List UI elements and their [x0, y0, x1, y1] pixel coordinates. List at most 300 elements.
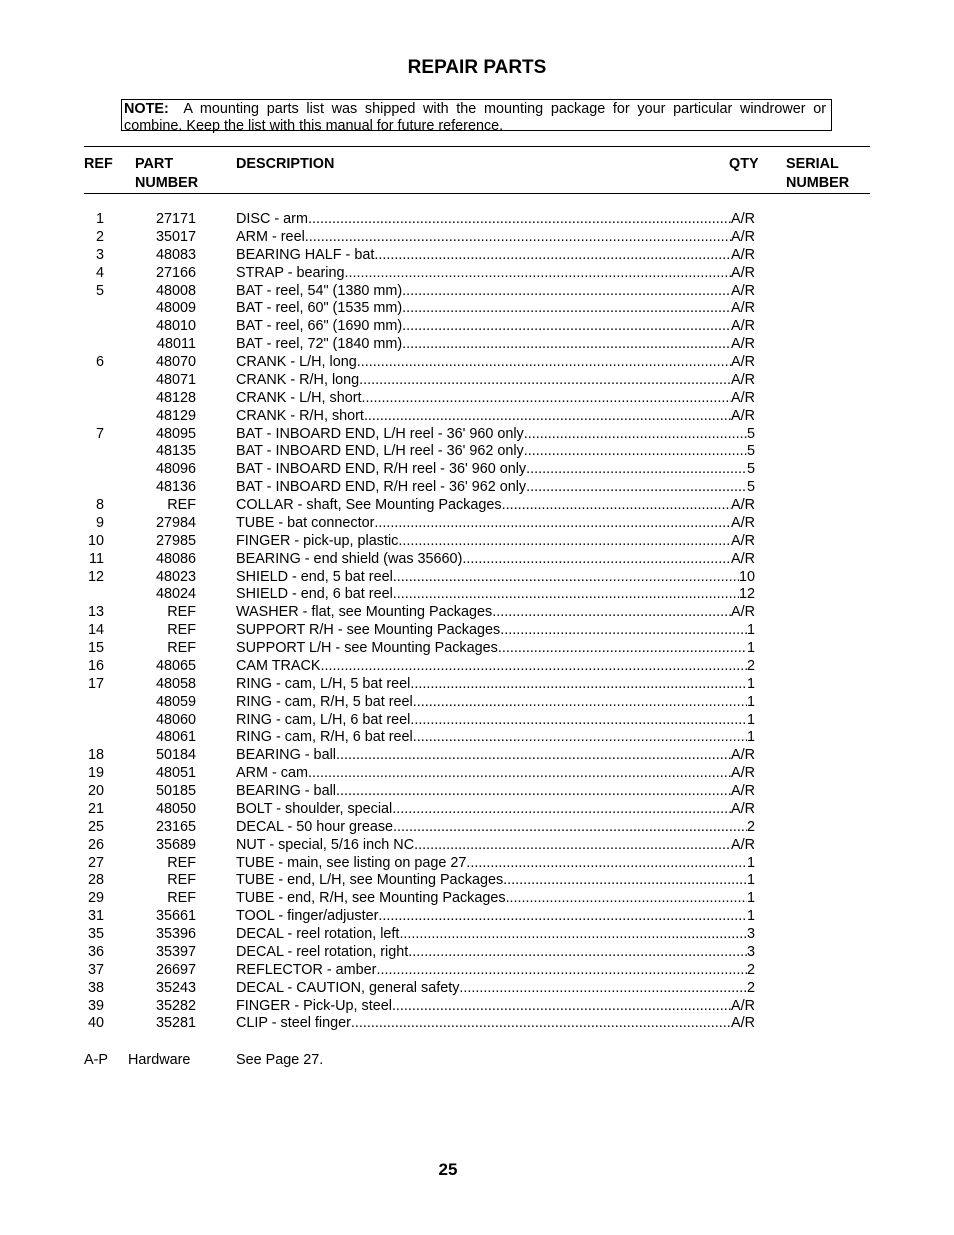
row-description-text: WASHER - flat, see Mounting Packages [236, 604, 493, 621]
row-qty: 5 [746, 479, 755, 496]
row-description-text: BAT - reel, 72" (1840 mm) [236, 336, 403, 353]
row-ref: 14 [87, 622, 104, 639]
row-qty: 1 [746, 854, 755, 871]
row-description [236, 640, 755, 658]
row-ref: 35 [87, 926, 104, 942]
row-part-number: 35281 [155, 1015, 196, 1032]
row-ref: 11 [89, 550, 104, 567]
row-part-number: 35243 [155, 979, 196, 996]
table-row [0, 211, 954, 229]
leader-dots [359, 372, 731, 390]
row-description-text: TUBE - end, R/H, see Mounting Packages [236, 890, 506, 907]
row-description-text: FINGER - Pick-Up, steel [236, 997, 392, 1014]
col-header-part [135, 155, 198, 193]
leader-dots [392, 801, 731, 819]
row-description [236, 283, 755, 301]
table-row [0, 908, 954, 926]
leader-dots [345, 265, 731, 283]
row-qty: 1 [746, 729, 755, 746]
row-description-text: BEARING - end shield (was 35660) [236, 550, 463, 567]
table-row [0, 998, 954, 1016]
leader-dots [408, 944, 747, 962]
row-part-number: REF [167, 622, 196, 639]
leader-dots [524, 443, 747, 461]
row-qty: 2 [746, 657, 755, 674]
row-part-number: 48061 [155, 729, 196, 746]
row-description [236, 426, 755, 444]
table-row [0, 962, 954, 980]
table-row [0, 372, 954, 390]
table-row [0, 426, 954, 444]
table-row [0, 408, 954, 426]
row-part-number: 48136 [155, 479, 196, 496]
col-header-serial [786, 155, 849, 193]
table-row [0, 300, 954, 318]
col-header-serial-line1: SERIAL [786, 156, 839, 172]
row-part-number: REF [167, 640, 196, 656]
row-qty: A/R [731, 765, 755, 782]
row-ref: 2 [95, 228, 104, 245]
row-qty: A/R [731, 604, 755, 621]
row-part-number: 48071 [155, 371, 196, 388]
table-row [0, 783, 954, 801]
table-row [0, 926, 954, 944]
table-row [0, 479, 954, 497]
row-qty: A/R [731, 497, 755, 513]
row-part-number: 50185 [155, 783, 196, 799]
row-qty: 2 [746, 979, 755, 996]
row-ref: 16 [87, 657, 104, 674]
table-row [0, 765, 954, 783]
row-qty: A/R [731, 354, 755, 370]
row-part-number: 48135 [155, 443, 196, 460]
row-description-text: CRANK - R/H, long [236, 371, 360, 388]
row-ref: 26 [87, 836, 104, 853]
row-description-text: NUT - special, 5/16 inch NC [236, 836, 415, 853]
row-description-text: BEARING - ball [236, 783, 336, 799]
row-ref: 7 [95, 425, 104, 442]
row-qty: 12 [738, 586, 755, 603]
leader-dots [526, 461, 747, 479]
leader-dots [503, 872, 747, 890]
row-qty: 2 [746, 818, 755, 835]
row-ref: 29 [87, 890, 104, 907]
row-description [236, 229, 755, 247]
header-top-rule [84, 146, 870, 147]
row-part-number: 48058 [155, 675, 196, 692]
row-ref: 27 [87, 854, 104, 871]
row-qty: A/R [731, 211, 755, 227]
row-qty: 1 [746, 908, 755, 925]
table-row [0, 265, 954, 283]
row-description [236, 980, 755, 998]
row-description [236, 497, 755, 515]
col-header-serial-line2: NUMBER [786, 175, 850, 191]
row-ref: 1 [95, 211, 104, 227]
footer-ref: A-P [84, 1052, 108, 1068]
table-row [0, 247, 954, 265]
row-description [236, 569, 755, 587]
leader-dots [399, 926, 747, 944]
row-qty: 5 [746, 443, 755, 460]
leader-dots [410, 712, 747, 730]
table-row [0, 443, 954, 461]
row-description [236, 890, 755, 908]
row-part-number: REF [167, 604, 196, 621]
row-part-number: 27166 [155, 264, 196, 281]
leader-dots [393, 586, 739, 604]
row-qty: A/R [731, 407, 755, 424]
table-row [0, 354, 954, 372]
row-qty: A/R [731, 783, 755, 799]
row-description [236, 300, 755, 318]
row-description-text: TUBE - bat connector [236, 514, 375, 531]
leader-dots [378, 908, 747, 926]
row-qty: A/R [731, 532, 755, 549]
row-description-text: RING - cam, R/H, 6 bat reel [236, 729, 413, 746]
row-qty: 3 [746, 943, 755, 960]
row-description [236, 658, 755, 676]
leader-dots [398, 533, 731, 551]
row-qty: 5 [746, 461, 755, 478]
row-part-number: 35397 [155, 943, 196, 960]
row-part-number: 35282 [155, 997, 196, 1014]
row-ref: 15 [87, 640, 104, 656]
leader-dots [500, 622, 747, 640]
row-description [236, 944, 755, 962]
row-description [236, 586, 755, 604]
row-part-number: 50184 [155, 747, 196, 764]
row-description [236, 247, 755, 265]
row-part-number: 48070 [155, 354, 196, 370]
row-description [236, 211, 755, 229]
row-qty: A/R [731, 997, 755, 1014]
row-description [236, 837, 755, 855]
row-part-number: 48060 [155, 711, 196, 728]
table-row [0, 533, 954, 551]
leader-dots [498, 640, 747, 658]
row-qty: A/R [731, 228, 755, 245]
table-row [0, 855, 954, 873]
table-row [0, 819, 954, 837]
table-row [0, 837, 954, 855]
row-description-text: ARM - reel [236, 228, 305, 245]
table-row [0, 586, 954, 604]
row-description [236, 783, 755, 801]
row-ref: 8 [95, 497, 104, 513]
row-qty: A/R [731, 282, 755, 299]
row-qty: 1 [746, 711, 755, 728]
row-description [236, 622, 755, 640]
row-ref: 10 [87, 532, 104, 549]
row-description [236, 390, 755, 408]
col-header-part-line2: NUMBER [135, 175, 199, 191]
row-ref: 38 [87, 979, 104, 996]
row-ref: 28 [87, 872, 104, 889]
row-description [236, 604, 755, 622]
row-qty: 1 [746, 622, 755, 639]
leader-dots [308, 765, 731, 783]
row-description-text: CRANK - L/H, long [236, 354, 357, 370]
row-qty: A/R [731, 264, 755, 281]
table-row [0, 390, 954, 408]
row-part-number: 48065 [155, 657, 196, 674]
row-part-number: 48011 [157, 336, 196, 353]
table-row [0, 980, 954, 998]
table-row [0, 569, 954, 587]
leader-dots [402, 300, 731, 318]
row-qty: A/R [731, 836, 755, 853]
table-row [0, 318, 954, 336]
row-description-text: CRANK - L/H, short [236, 389, 362, 406]
table-row [0, 622, 954, 640]
table-row [0, 729, 954, 747]
footer-part: Hardware [128, 1052, 191, 1068]
page-number: 25 [438, 1160, 458, 1179]
row-qty: 1 [746, 675, 755, 692]
row-ref: 31 [87, 908, 104, 925]
leader-dots [413, 694, 747, 712]
table-row [0, 747, 954, 765]
row-description-text: TOOL - finger/adjuster [236, 908, 379, 925]
table-row [0, 676, 954, 694]
row-description [236, 765, 755, 783]
table-row [0, 229, 954, 247]
row-description-text: FINGER - pick-up, plastic [236, 532, 399, 549]
leader-dots [462, 551, 731, 569]
table-row [0, 336, 954, 354]
row-description [236, 872, 755, 890]
row-ref: 21 [87, 800, 104, 817]
row-description [236, 461, 755, 479]
row-description-text: DISC - arm [236, 211, 308, 227]
leader-dots [362, 390, 731, 408]
leader-dots [526, 479, 747, 497]
row-ref: 19 [87, 765, 104, 782]
row-description [236, 962, 755, 980]
row-description-text: CLIP - steel finger [236, 1015, 351, 1032]
table-row [0, 801, 954, 819]
row-description-text: BEARING HALF - bat [236, 246, 375, 263]
row-qty: A/R [731, 300, 755, 317]
row-part-number: 48059 [155, 693, 196, 710]
row-part-number: 27985 [155, 532, 196, 549]
leader-dots [374, 515, 731, 533]
row-qty: A/R [731, 747, 755, 764]
row-qty: A/R [731, 550, 755, 567]
row-description-text: SUPPORT L/H - see Mounting Packages [236, 640, 498, 656]
row-description-text: BAT - reel, 66" (1690 mm) [236, 318, 403, 335]
row-ref: 40 [87, 1015, 104, 1032]
note-box [121, 99, 832, 134]
row-ref: 12 [87, 568, 104, 585]
row-ref: 36 [87, 943, 104, 960]
row-description-text: SUPPORT R/H - see Mounting Packages [236, 622, 501, 639]
table-row [0, 694, 954, 712]
table-row [0, 283, 954, 301]
col-header-qty: QTY [729, 156, 759, 172]
row-qty: A/R [731, 800, 755, 817]
row-description-text: REFLECTOR - amber [236, 961, 377, 978]
row-description-text: BEARING - ball [236, 747, 336, 764]
leader-dots [402, 336, 731, 354]
row-ref: 9 [95, 514, 104, 531]
row-qty: 2 [746, 961, 755, 978]
row-qty: 3 [746, 926, 755, 942]
row-part-number: 48051 [155, 765, 196, 782]
leader-dots [336, 747, 731, 765]
leader-dots [374, 247, 731, 265]
row-description [236, 747, 755, 765]
table-row [0, 515, 954, 533]
row-qty: A/R [731, 246, 755, 263]
leader-dots [524, 426, 747, 444]
row-description-text: CAM TRACK [236, 657, 321, 674]
row-qty: 1 [746, 872, 755, 889]
leader-dots [402, 283, 731, 301]
table-row [0, 551, 954, 569]
row-ref: 17 [87, 675, 104, 692]
col-header-part-line1: PART [135, 156, 174, 172]
row-ref: 37 [87, 961, 104, 978]
row-description [236, 551, 755, 569]
table-row [0, 712, 954, 730]
table-row [0, 1015, 954, 1033]
row-description-text: TUBE - end, L/H, see Mounting Packages [236, 872, 504, 889]
row-part-number: 48010 [155, 318, 196, 335]
row-description-text: BAT - INBOARD END, R/H reel - 36' 960 only [236, 461, 527, 478]
row-description [236, 443, 755, 461]
leader-dots [308, 211, 731, 229]
row-description-text: ARM - cam [236, 765, 308, 782]
row-part-number: REF [167, 497, 196, 513]
row-part-number: 23165 [155, 818, 196, 835]
row-description-text: BAT - reel, 54" (1380 mm) [236, 282, 403, 299]
leader-dots [402, 318, 731, 336]
leader-dots [376, 962, 747, 980]
row-qty: A/R [731, 336, 755, 353]
table-row [0, 640, 954, 658]
row-part-number: 48083 [155, 246, 196, 263]
row-part-number: 26697 [155, 961, 196, 978]
row-qty: A/R [731, 318, 755, 335]
row-part-number: 48050 [155, 800, 196, 817]
leader-dots [336, 783, 731, 801]
row-part-number: 35017 [155, 228, 196, 245]
row-description-text: BOLT - shoulder, special [236, 800, 393, 817]
row-part-number: 48096 [155, 461, 196, 478]
row-qty: 5 [746, 425, 755, 442]
leader-dots [393, 569, 739, 587]
row-description [236, 1015, 755, 1033]
leader-dots [364, 408, 731, 426]
leader-dots [393, 819, 747, 837]
row-description [236, 908, 755, 926]
leader-dots [305, 229, 731, 247]
row-qty: 1 [746, 693, 755, 710]
row-part-number: 48095 [155, 425, 196, 442]
row-qty: 10 [738, 568, 755, 585]
row-part-number: 35689 [155, 836, 196, 853]
leader-dots [466, 855, 747, 873]
row-qty: A/R [731, 389, 755, 406]
row-part-number: 35396 [155, 926, 196, 942]
row-part-number: REF [167, 872, 196, 889]
row-part-number: 48009 [155, 300, 196, 317]
row-description [236, 354, 755, 372]
leader-dots [351, 1015, 731, 1033]
table-row [0, 872, 954, 890]
row-part-number: 48008 [155, 282, 196, 299]
row-description-text: TUBE - main, see listing on page 27 [236, 854, 467, 871]
note-text: A mounting parts list was shipped with the mounting package for your particular windrower or combine. Keep the list with this manual for future reference. [124, 101, 827, 134]
table-row [0, 658, 954, 676]
row-description [236, 372, 755, 390]
row-description-text: RING - cam, R/H, 5 bat reel [236, 693, 413, 710]
footer-desc: See Page 27. [236, 1052, 324, 1068]
row-description [236, 926, 755, 944]
row-qty: A/R [731, 371, 755, 388]
row-description [236, 515, 755, 533]
row-qty: A/R [731, 514, 755, 531]
leader-dots [392, 998, 731, 1016]
leader-dots [506, 890, 747, 908]
row-description-text: RING - cam, L/H, 6 bat reel [236, 711, 411, 728]
row-description-text: BAT - INBOARD END, L/H reel - 36' 960 only [236, 425, 524, 442]
row-description-text: DECAL - 50 hour grease [236, 818, 394, 835]
row-description-text: BAT - INBOARD END, R/H reel - 36' 962 only [236, 479, 527, 496]
row-ref: 5 [95, 282, 104, 299]
table-row [0, 890, 954, 908]
leader-dots [414, 837, 731, 855]
row-ref: 6 [95, 354, 104, 370]
row-part-number: 48024 [155, 586, 196, 603]
leader-dots [492, 604, 731, 622]
leader-dots [413, 729, 747, 747]
row-description [236, 408, 755, 426]
row-description-text: DECAL - reel rotation, left [236, 926, 400, 942]
row-description-text: SHIELD - end, 6 bat reel [236, 586, 393, 603]
row-ref: 20 [87, 783, 104, 799]
parts-list [0, 211, 954, 1033]
row-description [236, 998, 755, 1016]
row-description [236, 336, 755, 354]
row-ref: 3 [95, 246, 104, 263]
row-ref: 25 [87, 818, 104, 835]
row-description [236, 729, 755, 747]
leader-dots [502, 497, 731, 515]
row-description-text: DECAL - CAUTION, general safety [236, 979, 460, 996]
row-description-text: BAT - reel, 60" (1535 mm) [236, 300, 403, 317]
row-description [236, 479, 755, 497]
row-description [236, 533, 755, 551]
row-part-number: 48128 [155, 389, 196, 406]
table-row [0, 461, 954, 479]
leader-dots [410, 676, 747, 694]
row-description [236, 855, 755, 873]
row-description [236, 801, 755, 819]
row-part-number: 27984 [155, 514, 196, 531]
leader-dots [459, 980, 747, 998]
page-title: REPAIR PARTS [407, 57, 547, 78]
row-description-text: BAT - INBOARD END, L/H reel - 36' 962 only [236, 443, 524, 460]
table-row [0, 604, 954, 622]
row-description [236, 265, 755, 283]
row-ref: 39 [87, 997, 104, 1014]
row-part-number: 48129 [155, 407, 196, 424]
row-part-number: REF [167, 890, 196, 907]
row-description-text: STRAP - bearing [236, 264, 345, 281]
